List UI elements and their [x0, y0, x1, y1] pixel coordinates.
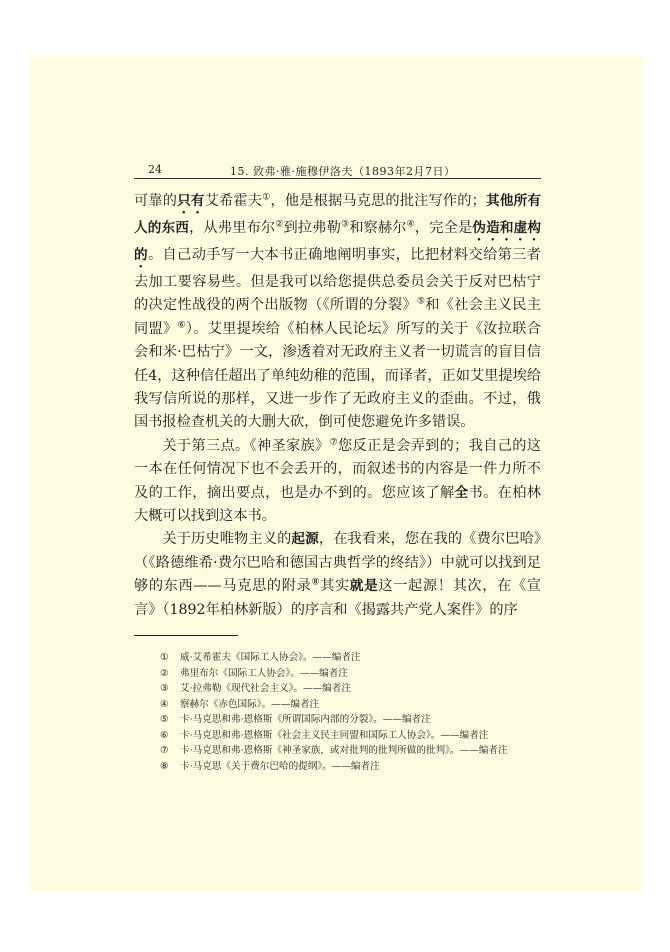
footnote — [160, 743, 542, 759]
body-text — [134, 190, 541, 622]
text-run: 和察赫尔 — [349, 220, 407, 236]
footnote-ref[interactable]: ② — [275, 219, 284, 230]
text-run: ，他是根据马克思的批注写作的； — [270, 193, 486, 209]
text-run: ，在我看来，您在我的《费尔巴哈》（《路德维希·费尔巴哈和德国古典哲学的终结》）中就可以找到足够的东西——马克思的附录 — [134, 531, 541, 595]
footnote-mark: ⑤ — [160, 714, 169, 725]
footnote-mark: ⑥ — [160, 729, 169, 741]
footnote-text: 察赫尔《赤色国际》。——编者注 — [180, 698, 320, 710]
bold-text: 起源 — [291, 531, 319, 548]
footnote-text: 弗里布尔《国际工人协会》。——编者注 — [180, 667, 348, 679]
text-run: ，完全是 — [414, 220, 473, 236]
footnote-ref[interactable]: ⑤ — [416, 296, 426, 307]
footnote-text: 卡·马克思和弗·恩格斯《所谓国际内部的分裂》。——编者注 — [180, 714, 431, 725]
emphasis-text: 只有 — [177, 193, 205, 209]
footnote-mark: ⑧ — [160, 760, 169, 772]
footnote-ref[interactable]: ③ — [340, 219, 350, 230]
footnote-text: 卡·马克思和弗·恩格斯《社会主义民主同盟和国际工人协会》。——编者注 — [180, 729, 489, 741]
footnote — [160, 712, 542, 728]
running-header — [134, 160, 541, 179]
text-run: 书。在柏林大概可以找到这本书。 — [134, 484, 541, 525]
footnote-ref[interactable]: ⑦ — [329, 437, 338, 448]
footnote-ref[interactable]: ④ — [406, 219, 415, 230]
emphasis-text: 伪造和虚构的 — [134, 220, 541, 263]
footnote-ref[interactable]: ⑧ — [311, 577, 321, 588]
footnote — [160, 681, 542, 697]
text-run: 艾希霍夫 — [204, 193, 263, 209]
footnote-text: 艾·拉弗勒《现代社会主义》。——编者注 — [180, 683, 351, 694]
footnote — [160, 697, 542, 713]
running-title: 15. 致弗·雅·施穆伊洛夫（1893年2月7日） — [230, 165, 456, 178]
text-run: 关于历史唯物主义的 — [162, 531, 292, 548]
bold-text: 其他所有人的东西 — [134, 193, 541, 236]
footnote-mark: ⑦ — [160, 745, 169, 756]
footnote — [160, 650, 542, 666]
footnote-divider — [134, 635, 238, 636]
text-run: 和《社会主义民主同盟》 — [134, 297, 541, 337]
text-run: ，从弗里布尔 — [189, 220, 276, 236]
text-run: 您反正是会弄到的；我自己的这一本在任何情况下也不会丢开的，而叙述书的内容是一件力所不及的工作，摘出要点，也是办不到的。您应该了解 — [134, 437, 541, 501]
page-number: 24 — [148, 163, 162, 176]
footnote-ref[interactable]: ① — [262, 192, 271, 203]
paragraph-2 — [134, 435, 541, 529]
text-run: 到拉弗勒 — [283, 220, 341, 236]
footnote-text: 威·艾希霍夫《国际工人协会》。——编者注 — [180, 652, 361, 663]
footnote-mark: ③ — [160, 683, 169, 694]
bold-text: 就是 — [349, 578, 379, 595]
footnote-mark: ① — [160, 652, 169, 663]
footnote — [160, 759, 542, 775]
footnote-text: 卡·马克思和弗·恩格斯《神圣家族，或对批判的批判所做的批判》。——编者注 — [180, 745, 508, 756]
bold-text: 全 — [454, 484, 469, 501]
footnote-mark: ② — [160, 667, 169, 679]
text-run: 可靠的 — [134, 193, 178, 209]
text-run: 这一起源！其次，在《宣言》（1892年柏林新版）的序言和《揭露共产党人案件》的序 — [134, 578, 541, 618]
paragraph-1 — [134, 190, 541, 435]
text-run: 其实 — [320, 578, 350, 595]
footnote — [160, 666, 542, 682]
footnote-mark: ④ — [160, 698, 169, 710]
footnotes — [160, 650, 542, 774]
text-run: 。自己动手写一大本书正确地阐明事实，比把材料交给第三者去加工要容易些。但是我可以给您提供总委员会关于反对巴枯宁的决定性战役的两个出版物（《所谓的分裂》 — [134, 247, 541, 314]
text-run: ）。艾里提埃给《柏林人民论坛》所写的关于《汝拉联合会和米·巴枯宁》一文，渗透着对无政府主义者一切谎言的盲目信任4，这种信任超出了单纯幼稚的范围，而译者，正如艾里提埃给我写信所说的那样，又进一步作了无政府主义的歪曲。不过，俄国书报检查机关的大删大砍，倒可使您避免许多错误。 — [134, 320, 541, 431]
paragraph-3 — [134, 528, 541, 622]
footnote-ref[interactable]: ⑥ — [177, 320, 186, 331]
footnote — [160, 728, 542, 744]
text-run: 关于第三点。《神圣家族》 — [162, 437, 330, 454]
footnote-text: 卡·马克思《关于费尔巴哈的提纲》。——编者注 — [180, 760, 380, 772]
